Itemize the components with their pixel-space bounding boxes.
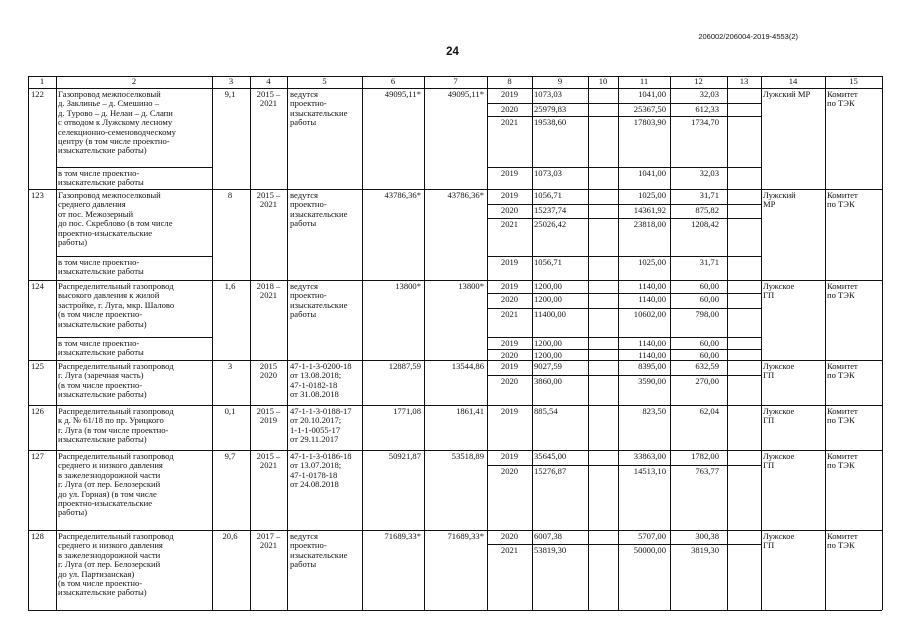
finance-regional-budget: 23818,00 <box>633 219 666 229</box>
object-name-subrow: изыскательские работы <box>58 266 144 277</box>
finance-year: 2020 <box>500 350 519 360</box>
design-documentation: ведутся <box>290 190 319 200</box>
finance-regional-budget: 1041,00 <box>638 89 666 99</box>
length-km: 3 <box>227 361 233 371</box>
finance-total: 25026,42 <box>534 219 567 229</box>
finance-year: 2020 <box>500 104 519 114</box>
finance-year-divider <box>487 116 761 117</box>
responsible-body: по ТЭК <box>827 199 855 210</box>
municipality: ГП <box>763 370 775 381</box>
construction-years: 2020 <box>259 370 278 381</box>
finance-year-divider <box>487 308 761 309</box>
object-name: проектно-изыскательские <box>58 227 153 238</box>
finance-total: 1200,00 <box>534 294 562 304</box>
length-km: 20,6 <box>222 531 238 541</box>
finance-year: 2019 <box>500 451 519 461</box>
design-documentation: от 31.08.2018 <box>290 389 339 400</box>
object-name-subrow: изыскательские работы <box>58 347 144 358</box>
object-name: д. Турово – д. Нелаи – д. Слапи <box>58 107 173 118</box>
finance-regional-budget: 1140,00 <box>638 338 666 348</box>
object-name: Распределительный газопровод <box>58 281 174 291</box>
construction-years: 2017 – <box>256 531 281 541</box>
design-documentation: изыскательские <box>290 107 348 118</box>
finance-local-budget: 32,03 <box>699 168 719 178</box>
column-number: 13 <box>739 76 749 86</box>
finance-year-divider <box>487 544 761 545</box>
finance-regional-budget: 1140,00 <box>638 294 666 304</box>
finance-regional-budget: 1025,00 <box>638 257 666 267</box>
object-name: изыскательские работы) <box>58 318 147 329</box>
length-km: 0,1 <box>224 406 236 416</box>
column-number: 14 <box>788 76 798 86</box>
design-documentation: 47-1-0182-18 <box>290 379 338 390</box>
construction-years: 2019 <box>259 415 278 426</box>
municipality: Лужский <box>763 190 796 200</box>
design-documentation: работы <box>290 218 317 229</box>
construction-years: 2015 – <box>256 451 281 461</box>
estimated-cost: 13800* <box>395 281 421 291</box>
cost-current-prices: 53518,89 <box>451 451 484 461</box>
finance-local-budget: 32,03 <box>699 89 719 99</box>
design-documentation: от 13.07.2018; <box>290 460 342 471</box>
responsible-body: Комитет <box>827 361 858 371</box>
column-number: 12 <box>694 76 703 86</box>
design-documentation: изыскательские <box>290 208 348 219</box>
finance-year: 2020 <box>500 205 519 215</box>
finance-total: 1056,71 <box>534 190 562 200</box>
finance-local-budget: 60,00 <box>699 338 719 348</box>
design-documentation: 47-1-0178-18 <box>290 469 338 480</box>
object-name: изыскательские работы) <box>58 389 147 400</box>
finance-local-budget: 798,00 <box>695 309 719 319</box>
municipality: Лужское <box>763 451 795 461</box>
object-name: Газопровод межпоселковый <box>58 89 161 99</box>
design-documentation: от 13.08.2018; <box>290 370 342 381</box>
responsible-body: Комитет <box>827 531 858 541</box>
responsible-body: по ТЭК <box>827 460 855 471</box>
cost-current-prices: 13800* <box>458 281 484 291</box>
finance-regional-budget: 50000,00 <box>633 545 666 555</box>
finance-total: 9027,59 <box>534 361 562 371</box>
responsible-body: Комитет <box>827 451 858 461</box>
object-name: изыскательские работы) <box>58 587 147 598</box>
column-number: 6 <box>390 76 396 86</box>
object-name: центру (в том числе проектно- <box>58 136 170 146</box>
finance-regional-budget: 823,50 <box>642 406 666 416</box>
municipality: ГП <box>763 290 775 301</box>
finance-year: 2019 <box>500 257 519 267</box>
finance-local-budget: 31,71 <box>699 257 719 267</box>
construction-years: 2021 <box>259 290 278 301</box>
cost-current-prices: 1861,41 <box>456 406 484 416</box>
design-documentation: работы <box>290 117 317 128</box>
responsible-body: Комитет <box>827 190 858 200</box>
finance-total: 1200,00 <box>534 338 562 348</box>
finance-total: 53819,30 <box>534 545 567 555</box>
object-name: в зажелезнодорожной части <box>58 469 161 480</box>
design-documentation: от 20.10.2017; <box>290 415 342 426</box>
municipality: Лужское <box>763 531 795 541</box>
municipality: Лужский МР <box>763 89 811 99</box>
object-name: среднего и низкого давления <box>58 540 163 551</box>
object-name: от пос. Межозерный <box>58 208 134 219</box>
object-name: к д. № 61/18 по пр. Урицкого <box>58 415 164 426</box>
finance-year-divider <box>487 375 761 376</box>
finance-year: 2021 <box>500 219 519 229</box>
object-name: работы) <box>58 507 88 518</box>
column-number: 11 <box>639 76 649 86</box>
object-name: Распределительный газопровод <box>58 361 174 371</box>
finance-regional-budget: 1140,00 <box>638 281 666 291</box>
finance-year: 2021 <box>500 545 519 555</box>
finance-local-budget: 60,00 <box>699 281 719 291</box>
object-name: до ул. Горная) (в том числе <box>58 488 157 499</box>
finance-local-budget: 62,04 <box>699 406 719 416</box>
finance-year: 2020 <box>500 466 519 476</box>
finance-total: 1056,71 <box>534 257 562 267</box>
object-name: застройке, г. Луга, мкр. Шалово <box>58 299 175 310</box>
finance-total: 35645,00 <box>534 451 567 461</box>
finance-year: 2019 <box>500 89 519 99</box>
column-number: 5 <box>322 76 327 86</box>
design-documentation: ведутся <box>290 531 319 541</box>
construction-years: 2015 – <box>256 190 281 200</box>
finance-year-divider <box>487 167 761 168</box>
row-number: 126 <box>31 406 44 416</box>
object-name: Газопровод межпоселковый <box>58 190 161 200</box>
finance-local-budget: 300,38 <box>695 531 719 541</box>
finance-local-budget: 875,82 <box>695 205 719 215</box>
finance-local-budget: 763,77 <box>695 466 719 476</box>
construction-years: 2015 <box>259 361 278 371</box>
row-border <box>28 610 882 611</box>
estimated-cost: 50921,87 <box>388 451 421 461</box>
responsible-body: по ТЭК <box>827 540 855 551</box>
finance-local-budget: 3819,30 <box>691 545 719 555</box>
finance-local-budget: 1782,00 <box>691 451 719 461</box>
finance-total: 885,54 <box>534 406 558 416</box>
column-number: 2 <box>131 76 137 86</box>
finance-regional-budget: 33863,00 <box>633 451 666 461</box>
estimated-cost: 43786,36* <box>384 190 421 200</box>
finance-total: 1073,03 <box>534 168 562 178</box>
finance-year: 2019 <box>500 338 519 348</box>
object-name: проектно-изыскательские <box>58 498 153 508</box>
object-name: изыскательские работы) <box>58 434 147 445</box>
finance-regional-budget: 14361,92 <box>633 205 666 215</box>
object-name: до пос. Скреблово (в том числе <box>58 218 173 229</box>
column-number: 3 <box>228 76 234 86</box>
finance-year-divider <box>487 465 761 466</box>
finance-year: 2019 <box>500 281 519 291</box>
design-documentation: проектно- <box>290 290 327 301</box>
finance-year-divider <box>487 218 761 219</box>
responsible-body: Комитет <box>827 89 858 99</box>
finance-local-budget: 270,00 <box>695 376 719 386</box>
finance-year: 2019 <box>500 361 519 371</box>
construction-years: 2015 – <box>256 406 281 416</box>
column-number: 15 <box>849 76 858 86</box>
object-name: (в том числе проектно- <box>58 379 143 390</box>
design-documentation: проектно- <box>290 540 327 551</box>
municipality: МР <box>763 199 776 210</box>
object-name-subrow: изыскательские работы <box>58 177 144 188</box>
object-name: (в том числе проектно- <box>58 578 143 588</box>
column-number: 10 <box>598 76 608 86</box>
finance-total: 25979,83 <box>534 104 567 114</box>
finance-total: 15237,74 <box>534 205 567 215</box>
construction-years: 2018 – <box>256 281 281 291</box>
column-number: 7 <box>453 76 458 86</box>
object-name: Распределительный газопровод <box>58 406 174 416</box>
object-name: в зажелезнодорожной части <box>58 549 161 560</box>
finance-total: 3860,00 <box>534 376 562 386</box>
finance-regional-budget: 3590,00 <box>638 376 666 386</box>
municipality: Лужское <box>763 281 795 291</box>
object-name: высокого давления к жилой <box>58 290 160 301</box>
design-documentation: 1-1-1-0055-17 <box>290 424 341 435</box>
finance-year: 2020 <box>500 531 519 541</box>
finance-regional-budget: 10602,00 <box>633 309 666 319</box>
finance-local-budget: 60,00 <box>699 350 719 360</box>
object-name: Распределительный газопровод <box>58 531 174 541</box>
estimated-cost: 71689,33* <box>384 531 421 541</box>
object-name: среднего и низкого давления <box>58 460 163 471</box>
finance-regional-budget: 1041,00 <box>638 168 666 178</box>
finance-regional-budget: 25367,50 <box>633 104 666 114</box>
municipality: Лужское <box>763 361 795 371</box>
finance-total: 1200,00 <box>534 281 562 291</box>
cost-current-prices: 71689,33* <box>447 531 484 541</box>
column-number: 1 <box>39 76 45 86</box>
finance-regional-budget: 5707,00 <box>638 531 666 541</box>
finance-total: 1200,00 <box>534 350 562 360</box>
municipality: Лужское <box>763 406 795 416</box>
construction-years: 2021 <box>259 540 278 551</box>
length-km: 9,7 <box>224 451 236 461</box>
municipality: ГП <box>763 460 775 471</box>
document-number: 206002/206004-2019-4553(2) <box>698 32 798 41</box>
row-number: 124 <box>31 281 44 291</box>
responsible-body: по ТЭК <box>827 370 855 381</box>
object-name: до ул. Партизанская) <box>58 568 135 579</box>
object-name: селекционно-семеноводческому <box>58 126 176 137</box>
estimated-cost: 1771,08 <box>393 406 421 416</box>
object-name-subrow: в том числе проектно- <box>58 257 140 267</box>
finance-year-divider <box>487 293 761 294</box>
responsible-body: по ТЭК <box>827 415 855 426</box>
finance-year-divider <box>487 337 761 338</box>
design-documentation: от 24.08.2018 <box>290 479 339 490</box>
row-number: 125 <box>31 361 44 371</box>
row-number: 127 <box>31 451 44 461</box>
design-documentation: 47-1-1-3-0188-17 <box>290 406 352 416</box>
object-name: среднего давления <box>58 199 126 210</box>
estimated-cost: 12887,59 <box>388 361 421 371</box>
finance-year-divider <box>487 256 761 257</box>
length-km: 8 <box>227 190 233 200</box>
finance-total: 6007,38 <box>534 531 562 541</box>
finance-regional-budget: 14513,10 <box>633 466 666 476</box>
object-name: г. Луга (от пер. Белозерский <box>58 559 161 570</box>
design-documentation: изыскательские <box>290 549 348 560</box>
finance-year-divider <box>487 103 761 104</box>
object-name: г. Луга (заречная часть) <box>58 370 144 381</box>
cost-current-prices: 43786,36* <box>447 190 484 200</box>
finance-total: 19538,60 <box>534 117 567 127</box>
finance-regional-budget: 1140,00 <box>638 350 666 360</box>
length-km: 1,6 <box>224 281 236 291</box>
page-number: 24 <box>446 46 459 58</box>
object-name: г. Луга (в том числе проектно- <box>58 424 169 435</box>
finance-year: 2020 <box>500 294 519 304</box>
design-documentation: 47-1-1-3-0200-18 <box>290 361 352 371</box>
design-documentation: работы <box>290 559 317 570</box>
finance-local-budget: 1734,70 <box>691 117 719 127</box>
finance-regional-budget: 17803,90 <box>633 117 666 127</box>
responsible-body: Комитет <box>827 281 858 291</box>
object-name-subrow: в том числе проектно- <box>58 168 140 178</box>
object-name: работы) <box>58 237 88 247</box>
responsible-body: Комитет <box>827 406 858 416</box>
object-name: с отводом к Лужскому лесному <box>58 117 173 128</box>
column-number: 4 <box>266 76 271 86</box>
finance-local-budget: 612,33 <box>695 104 719 114</box>
construction-years: 2021 <box>259 98 278 109</box>
design-documentation: ведутся <box>290 89 319 99</box>
finance-total: 15276,87 <box>534 466 567 476</box>
municipality: ГП <box>763 540 775 551</box>
object-name-subrow: в том числе проектно- <box>58 338 140 348</box>
finance-year-divider <box>487 349 761 350</box>
object-name: Распределительный газопровод <box>58 451 174 461</box>
construction-years: 2015 – <box>256 89 281 99</box>
finance-year: 2019 <box>500 168 519 178</box>
design-documentation: проектно- <box>290 199 327 210</box>
object-name: д. Заклинье – д. Смешино – <box>58 98 159 109</box>
row-number: 122 <box>31 89 44 99</box>
finance-year: 2020 <box>500 376 519 386</box>
column-divider <box>882 76 883 610</box>
object-name: г. Луга (от пер. Белозерский <box>58 479 161 490</box>
object-name: изыскательские работы) <box>58 145 147 156</box>
finance-local-budget: 31,71 <box>699 190 719 200</box>
finance-regional-budget: 8395,00 <box>638 361 666 371</box>
finance-total: 11400,00 <box>534 309 566 319</box>
finance-local-budget: 1208,42 <box>691 219 719 229</box>
construction-years: 2021 <box>259 460 278 471</box>
finance-total: 1073,03 <box>534 89 562 99</box>
design-documentation: от 29.11.2017 <box>290 434 339 445</box>
length-km: 9,1 <box>224 89 236 99</box>
finance-local-budget: 60,00 <box>699 294 719 304</box>
finance-year: 2019 <box>500 190 519 200</box>
responsible-body: по ТЭК <box>827 98 855 109</box>
design-documentation: изыскательские <box>290 299 348 310</box>
design-documentation: работы <box>290 309 317 320</box>
design-documentation: 47-1-1-3-0186-18 <box>290 451 352 461</box>
row-number: 128 <box>31 531 44 541</box>
construction-years: 2021 <box>259 199 278 210</box>
finance-year: 2019 <box>500 406 519 416</box>
object-name: (в том числе проектно- <box>58 309 143 320</box>
finance-year: 2021 <box>500 309 519 319</box>
finance-year: 2021 <box>500 117 519 127</box>
cost-current-prices: 49095,11* <box>447 89 484 99</box>
column-number: 8 <box>507 76 512 86</box>
cost-current-prices: 13544,86 <box>451 361 484 371</box>
design-documentation: ведутся <box>290 281 319 291</box>
municipality: ГП <box>763 415 775 426</box>
estimated-cost: 49095,11* <box>384 89 421 99</box>
finance-local-budget: 632,59 <box>695 361 719 371</box>
finance-regional-budget: 1025,00 <box>638 190 666 200</box>
responsible-body: по ТЭК <box>827 290 855 301</box>
finance-year-divider <box>487 204 761 205</box>
row-number: 123 <box>31 190 44 200</box>
design-documentation: проектно- <box>290 98 327 109</box>
column-number: 9 <box>557 76 563 86</box>
